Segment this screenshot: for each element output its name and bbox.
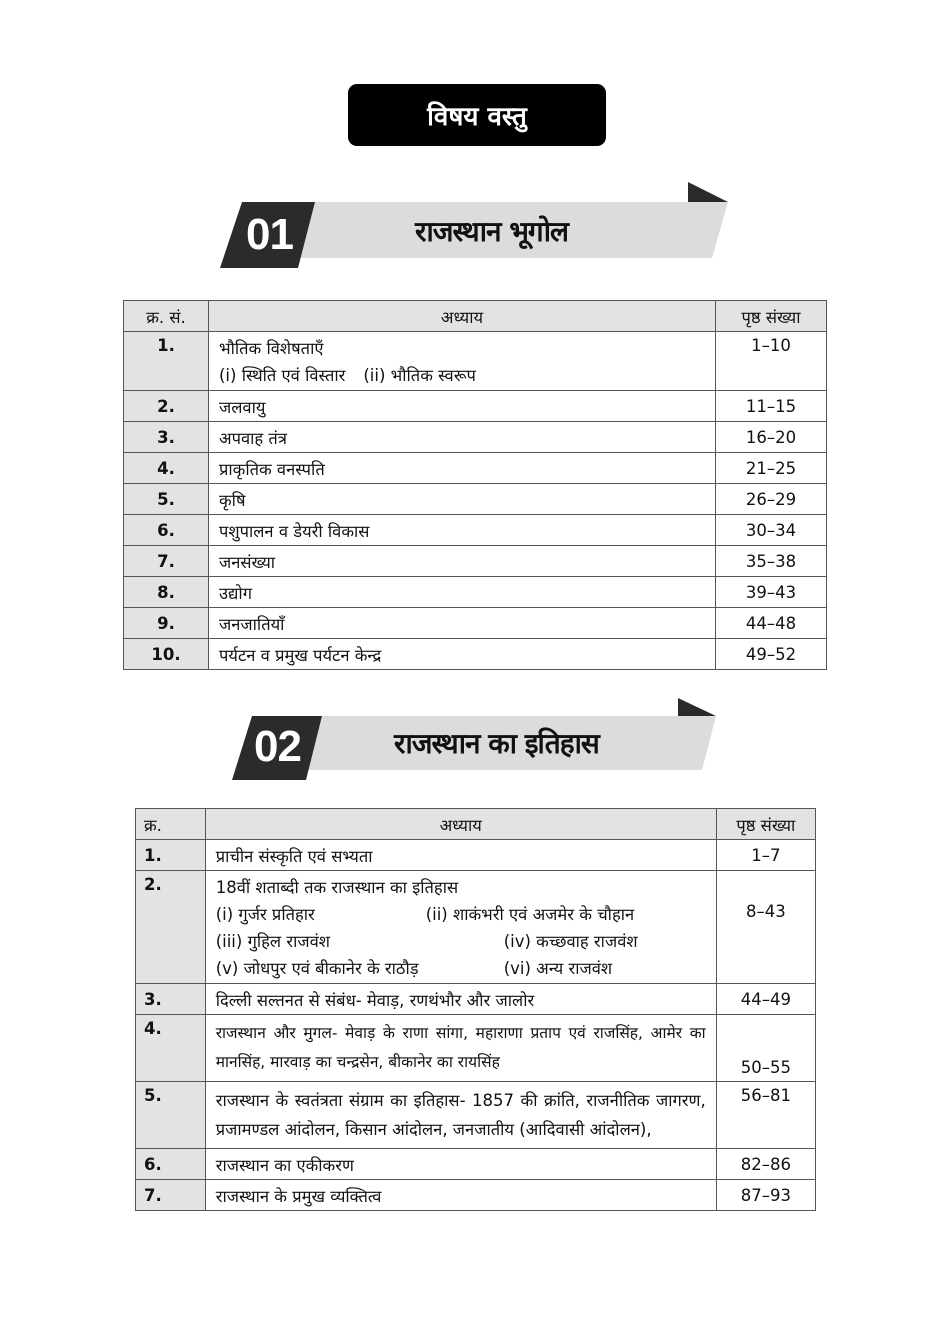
subtopic: (v) जोधपुर एवं बीकानेर के राठौड़	[215, 959, 419, 978]
chapter-title: 18वीं शताब्दी तक राजस्थान का इतिहास	[215, 878, 459, 897]
row-pages: 87–93	[716, 1180, 815, 1211]
subtopic: (iv) कच्छवाह राजवंश	[503, 932, 638, 951]
row-pages: 49–52	[716, 639, 827, 670]
contents-table-geography	[123, 300, 827, 670]
row-pages: 21–25	[716, 453, 827, 484]
row-sn: 3.	[124, 422, 209, 453]
row-sn: 6.	[136, 1149, 206, 1180]
row-chapter: दिल्ली सल्तनत से संबंध- मेवाड़, रणथंभौर और जालोर	[205, 984, 716, 1015]
row-pages: 82–86	[716, 1149, 815, 1180]
subtopic: (ii) भौतिक स्वरूप	[363, 366, 476, 385]
row-sn: 5.	[136, 1082, 206, 1149]
row-sn: 2.	[124, 391, 209, 422]
section-banner-1	[220, 182, 730, 268]
row-pages: 56–81	[716, 1082, 815, 1149]
row-sn: 1.	[136, 840, 206, 871]
subtopic: (vi) अन्य राजवंश	[503, 959, 613, 978]
row-chapter	[209, 332, 716, 391]
page-title: विषय वस्तु	[348, 84, 606, 146]
header-sn: क्र.	[136, 809, 206, 840]
row-pages: 30–34	[716, 515, 827, 546]
table-row	[124, 391, 827, 422]
row-pages: 26–29	[716, 484, 827, 515]
section-title: राजस्थान का इतिहास	[394, 727, 599, 760]
header-chapter: अध्याय	[205, 809, 716, 840]
section-number: 01	[246, 210, 293, 259]
row-sn: 4.	[124, 453, 209, 484]
subtopic: (i) स्थिति एवं विस्तार	[219, 366, 346, 385]
row-pages: 44–49	[716, 984, 815, 1015]
section-number: 02	[254, 722, 301, 771]
table-header-row	[136, 809, 816, 840]
row-pages: 50–55	[716, 1015, 815, 1082]
table-row	[124, 332, 827, 391]
row-sn: 1.	[124, 332, 209, 391]
row-sn: 5.	[124, 484, 209, 515]
row-pages: 1–10	[716, 332, 827, 391]
row-sn: 6.	[124, 515, 209, 546]
header-sn: क्र. सं.	[124, 301, 209, 332]
subtopic: (ii) शाकंभरी एवं अजमेर के चौहान	[425, 905, 635, 924]
contents-table-history	[135, 808, 816, 1211]
table-row	[124, 422, 827, 453]
row-sn: 4.	[136, 1015, 206, 1082]
row-sn: 3.	[136, 984, 206, 1015]
header-pages: पृष्ठ संख्या	[716, 809, 815, 840]
table-row	[124, 484, 827, 515]
row-sn: 7.	[124, 546, 209, 577]
row-sn: 7.	[136, 1180, 206, 1211]
row-sn: 2.	[136, 871, 206, 984]
row-chapter: अपवाह तंत्र	[209, 422, 716, 453]
header-chapter: अध्याय	[209, 301, 716, 332]
table-row	[136, 1180, 816, 1211]
row-chapter: जलवायु	[209, 391, 716, 422]
row-pages: 39–43	[716, 577, 827, 608]
row-pages: 44–48	[716, 608, 827, 639]
row-chapter: पशुपालन व डेयरी विकास	[209, 515, 716, 546]
header-pages: पृष्ठ संख्या	[716, 301, 827, 332]
subtopic: (i) गुर्जर प्रतिहार	[215, 905, 315, 924]
table-row	[136, 840, 816, 871]
table-row	[136, 1015, 816, 1082]
chapter-title: भौतिक विशेषताएँ	[219, 339, 324, 358]
table-row	[124, 515, 827, 546]
row-chapter: राजस्थान के स्वतंत्रता संग्राम का इतिहास- 1857 की क्रांति, राजनीतिक जागरण, प्रजामण्डल आंदोलन, किसान आंदोलन, जनजातीय (आदिवासी आंदोलन),	[205, 1082, 716, 1149]
row-chapter: राजस्थान और मुगल- मेवाड़ के राणा सांगा, महाराणा प्रताप एवं राजसिंह, आमेर का मानसिंह, मारवाड़ का चन्द्रसेन, बीकानेर का रायसिंह	[205, 1015, 716, 1082]
row-chapter: राजस्थान का एकीकरण	[205, 1149, 716, 1180]
row-pages: 8–43	[716, 871, 815, 984]
row-pages: 35–38	[716, 546, 827, 577]
row-chapter: प्राचीन संस्कृति एवं सभ्यता	[205, 840, 716, 871]
row-chapter	[205, 871, 716, 984]
row-chapter: पर्यटन व प्रमुख पर्यटन केन्द्र	[209, 639, 716, 670]
table-row	[136, 1082, 816, 1149]
row-sn: 9.	[124, 608, 209, 639]
row-chapter: राजस्थान के प्रमुख व्यक्तित्व	[205, 1180, 716, 1211]
chapter-subtopics	[216, 902, 706, 979]
table-row	[136, 871, 816, 984]
table-row	[136, 984, 816, 1015]
subtopic: (iii) गुहिल राजवंश	[215, 932, 330, 951]
table-row	[136, 1149, 816, 1180]
row-chapter: जनजातियाँ	[209, 608, 716, 639]
section-banner-2	[232, 698, 718, 780]
row-chapter: उद्योग	[209, 577, 716, 608]
table-row	[124, 639, 827, 670]
section-title: राजस्थान भूगोल	[415, 215, 568, 248]
row-chapter: कृषि	[209, 484, 716, 515]
row-pages: 11–15	[716, 391, 827, 422]
table-row	[124, 577, 827, 608]
row-pages: 16–20	[716, 422, 827, 453]
row-sn: 8.	[124, 577, 209, 608]
table-row	[124, 453, 827, 484]
chapter-subtopics	[219, 363, 705, 386]
row-chapter: जनसंख्या	[209, 546, 716, 577]
row-sn: 10.	[124, 639, 209, 670]
row-chapter: प्राकृतिक वनस्पति	[209, 453, 716, 484]
table-row	[124, 608, 827, 639]
table-header-row	[124, 301, 827, 332]
row-pages: 1–7	[716, 840, 815, 871]
table-row	[124, 546, 827, 577]
